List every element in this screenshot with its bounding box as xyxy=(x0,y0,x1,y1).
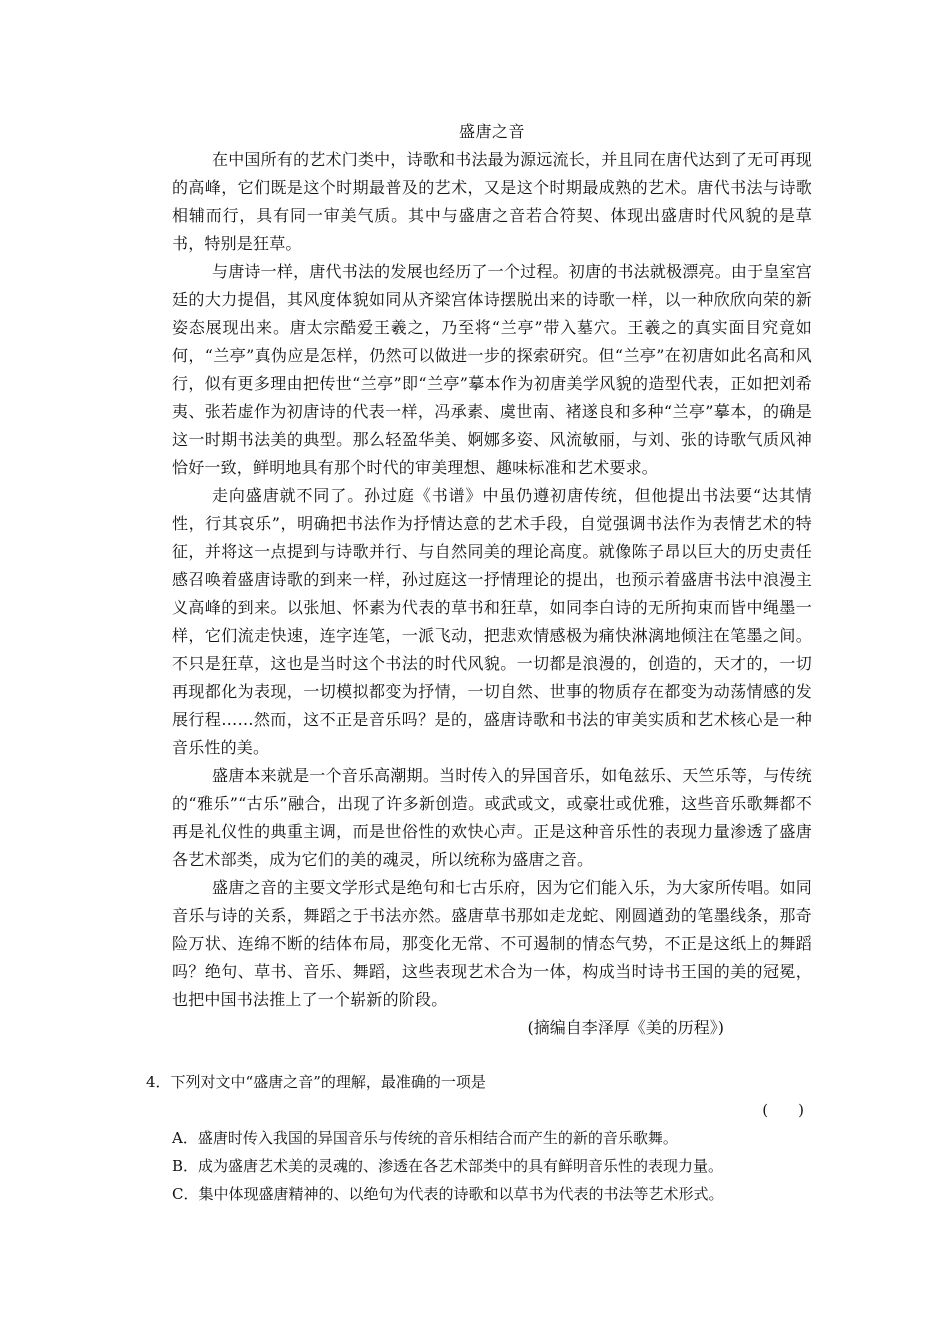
passage-paragraph-4: 盛唐本来就是一个音乐高潮期。当时传入的异国音乐，如龟兹乐、天竺乐等，与传统的“雅乐”“古乐”融合，出现了许多新创造。或武或文，或豪壮或优雅，这些音乐歌舞都不再是礼仪性的典重主调，而是世俗性的欢快心声。正是这种音乐性的表现力量渗透了盛唐各艺术部类，成为它们的美的魂灵，所以统称为盛唐之音。 xyxy=(172,766,812,869)
passage-paragraph-1: 在中国所有的艺术门类中，诗歌和书法最为源远流长，并且同在唐代达到了无可再现的高峰，它们既是这个时期最普及的艺术，又是这个时期最成熟的艺术。唐代书法与诗歌相辅而行，具有同一审美气质。其中与盛唐之音若合符契、体现出盛唐时代风貌的是草书，特别是狂草。 xyxy=(172,150,812,253)
question-stem: 4．下列对文中“盛唐之音”的理解，最准确的一项是 xyxy=(146,1073,486,1091)
passage-paragraph-3: 走向盛唐就不同了。孙过庭《书谱》中虽仍遵初唐传统，但他提出书法要“达其情性，行其哀乐”，明确把书法作为抒情达意的艺术手段，自觉强调书法作为表情艺术的特征，并将这一点提到与诗歌并行、与自然同美的理论高度。就像陈子昂以巨大的历史责任感召唤着盛唐诗歌的到来一样，孙过庭这一抒情理论的提出，也预示着盛唐书法中浪漫主义高峰的到来。以张旭、怀素为代表的草书和狂草，如同李白诗的无所拘束而皆中绳墨一样，它们流走快速，连字连笔，一派飞动，把悲欢情感极为痛快淋漓地倾注在笔墨之间。不只是狂草，这也是当时这个书法的时代风貌。一切都是浪漫的，创造的，天才的，一切再现都化为表现，一切模拟都变为抒情，一切自然、世事的物质存在都变为动荡情感的发展行程……然而，这不正是音乐吗？是的，盛唐诗歌和书法的审美实质和艺术核心是一种音乐性的美。 xyxy=(172,486,812,757)
passage-source: (摘编自李泽厚《美的历程》) xyxy=(527,1018,724,1037)
passage-paragraph-2: 与唐诗一样，唐代书法的发展也经历了一个过程。初唐的书法就极漂亮。由于皇室宫廷的大力提倡，其风度体貌如同从齐梁宫体诗摆脱出来的诗歌一样，以一种欣欣向荣的新姿态展现出来。唐太宗酷爱王羲之，乃至将“兰亭”带入墓穴。王羲之的真实面目究竟如何，“兰亭”真伪应是怎样，仍然可以做进一步的探索研究。但“兰亭”在初唐如此名高和风行，似有更多理由把传世“兰亭”即“兰亭”摹本作为初唐美学风貌的造型代表，正如把刘希夷、张若虚作为初唐诗的代表一样，冯承素、虞世南、褚遂良和多种“兰亭”摹本，的确是这一时期书法美的典型。那么轻盈华美、婀娜多姿、风流敏丽，与刘、张的诗歌气质风神恰好一致，鲜明地具有那个时代的审美理想、趣味标准和艺术要求。 xyxy=(172,262,812,477)
answer-blank: ( ) xyxy=(762,1101,804,1119)
passage-title: 盛唐之音 xyxy=(458,122,525,141)
option-c: C．集中体现盛唐精神的、以绝句为代表的诗歌和以草书为代表的书法等艺术形式。 xyxy=(172,1185,724,1203)
reading-passage xyxy=(172,118,812,1042)
passage-paragraph-5: 盛唐之音的主要文学形式是绝句和七古乐府，因为它们能入乐，为大家所传唱。如同音乐与诗的关系，舞蹈之于书法亦然。盛唐草书那如走龙蛇、刚圆遒劲的笔墨线条，那奇险万状、连绵不断的结体布局，那变化无常、不可遏制的情态气势，不正是这纸上的舞蹈吗？绝句、草书、音乐、舞蹈，这些表现艺术合为一体，构成当时诗书王国的美的冠冕，也把中国书法推上了一个崭新的阶段。 xyxy=(172,878,812,1009)
option-a: A．盛唐时传入我国的异国音乐与传统的音乐相结合而产生的新的音乐歌舞。 xyxy=(172,1129,678,1147)
question-4 xyxy=(146,1068,806,1208)
option-b: B．成为盛唐艺术美的灵魂的、渗透在各艺术部类中的具有鲜明音乐性的表现力量。 xyxy=(172,1157,724,1175)
